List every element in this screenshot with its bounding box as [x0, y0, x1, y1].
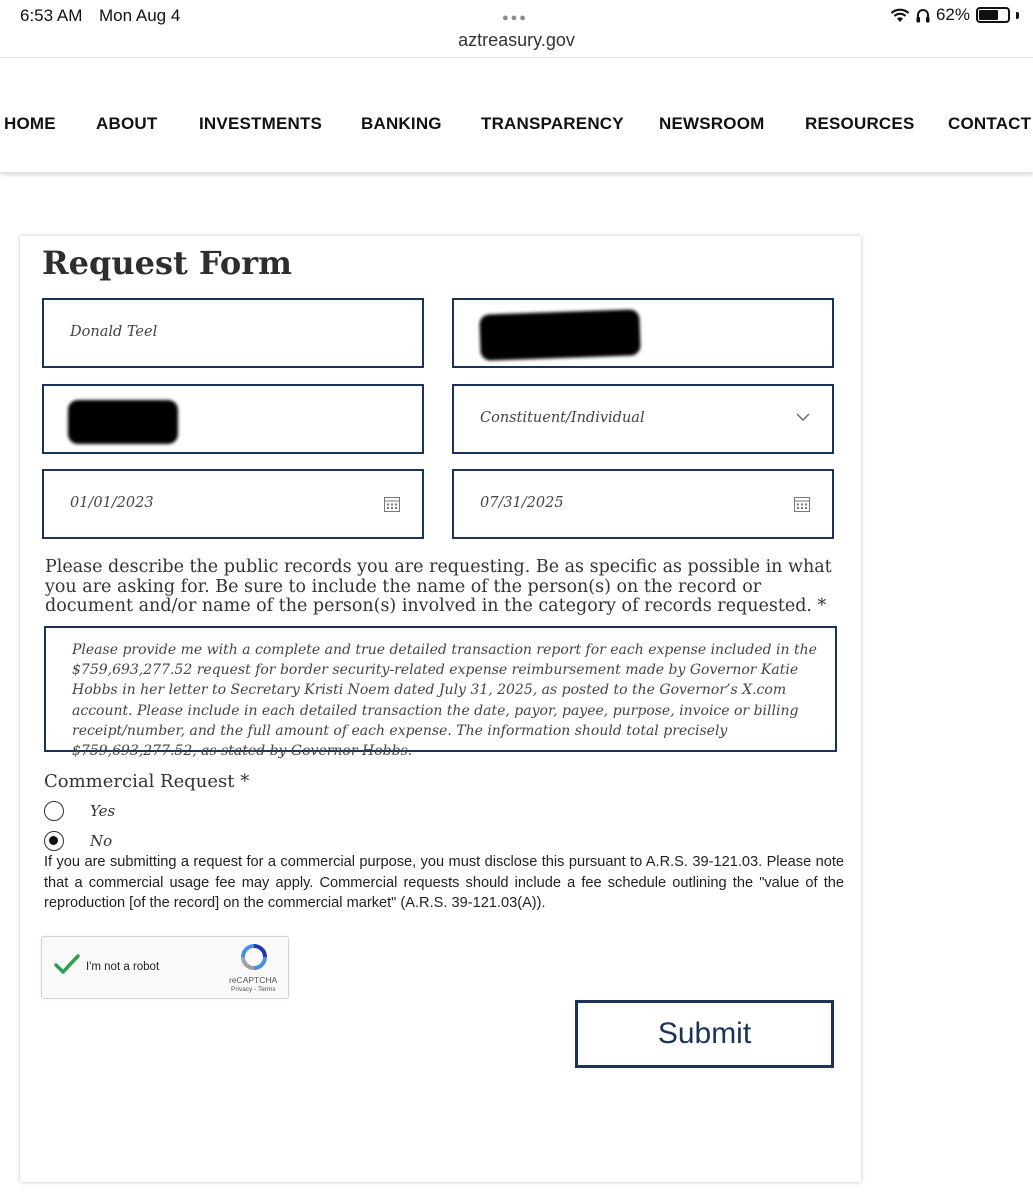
radio-yes[interactable] — [44, 801, 64, 821]
radio-no-label[interactable]: No — [90, 832, 113, 850]
nav-resources[interactable]: RESOURCES — [805, 114, 915, 133]
nav-banking[interactable]: BANKING — [361, 114, 442, 133]
submit-button[interactable]: Submit — [575, 1000, 834, 1068]
recaptcha-logo-icon — [240, 943, 268, 971]
multitasking-dots-icon[interactable]: ●●● — [502, 12, 528, 24]
radio-selected-dot — [49, 836, 58, 845]
start-date-field[interactable] — [42, 469, 424, 539]
email-field[interactable] — [452, 298, 834, 368]
requester-type-value: Constituent/Individual — [480, 410, 645, 426]
recaptcha-label: I'm not a robot — [86, 961, 160, 973]
nav-contact[interactable]: CONTACT — [948, 114, 1032, 133]
requester-type-select[interactable] — [452, 384, 834, 454]
headphones-icon — [916, 8, 930, 23]
battery-percent: 62% — [935, 5, 970, 24]
calendar-icon[interactable] — [384, 496, 400, 512]
nav-home[interactable]: HOME — [4, 114, 56, 133]
recaptcha-widget[interactable] — [41, 936, 289, 999]
status-bar — [0, 0, 1033, 58]
calendar-icon[interactable] — [794, 496, 810, 512]
nav-transparency[interactable]: TRANSPARENCY — [481, 114, 624, 133]
radio-yes-label[interactable]: Yes — [90, 802, 116, 820]
description-label: Please describe the public records you are requesting. Be as specific as possible in what you are asking for. Be sure to include the name of the person(s) on the record or document and/or name of the person(s) involved in the category of records requested. * — [45, 557, 832, 616]
radio-no[interactable] — [44, 831, 64, 851]
start-date-value: 01/01/2023 — [70, 495, 154, 511]
nav-about[interactable]: ABOUT — [96, 114, 158, 133]
status-time: 6:53 AM — [20, 6, 83, 25]
redaction-mark — [68, 400, 178, 444]
description-textarea[interactable]: Please provide me with a complete and true detailed transaction report for each expense included in the $759,693,277.52 request for border security-related expense reimbursement made by Governor Katie Hobbs in her letter to Secretary Kristi Noem dated July 31, 2025, as posted to the Governor’s X.com account. Please include in each detailed transaction the date, payor, payee, purpose, invoice or billing receipt/number, and the full amount of each expense. The information should total precisely $759,693,277.52, as stated by Governor Hobbs. — [44, 626, 837, 752]
redaction-mark — [479, 309, 641, 361]
address-bar-url[interactable]: aztreasury.gov — [458, 30, 575, 50]
end-date-value: 07/31/2025 — [480, 495, 564, 511]
nav-newsroom[interactable]: NEWSROOM — [659, 114, 765, 133]
recaptcha-terms[interactable]: Privacy - Terms — [231, 986, 276, 993]
name-field[interactable] — [42, 298, 424, 368]
chevron-down-icon — [796, 413, 810, 422]
status-indicators — [890, 5, 1019, 25]
page-title: Request Form — [42, 244, 292, 282]
commercial-notice: If you are submitting a request for a commercial purpose, you must disclose this pursuant to A.R.S. 39-121.03. Please note that a commercial usage fee may apply. Commercial requests should include a fee schedule outlining the "value of the reproduction [of the record] on the commercial market" (A.R.S. 39-121.03(A)). — [44, 854, 844, 912]
commercial-request-label: Commercial Request * — [44, 771, 250, 792]
battery-tip — [1016, 12, 1019, 19]
end-date-field[interactable] — [452, 469, 834, 539]
phone-field[interactable] — [42, 384, 424, 454]
checkmark-icon[interactable] — [54, 954, 80, 976]
wifi-icon — [890, 8, 910, 23]
name-value: Donald Teel — [70, 324, 158, 340]
site-navigation — [0, 59, 1033, 172]
battery-icon — [976, 7, 1010, 23]
status-date: Mon Aug 4 — [99, 6, 181, 25]
nav-investments[interactable]: INVESTMENTS — [199, 114, 323, 133]
recaptcha-brand: reCAPTCHA — [229, 975, 278, 985]
